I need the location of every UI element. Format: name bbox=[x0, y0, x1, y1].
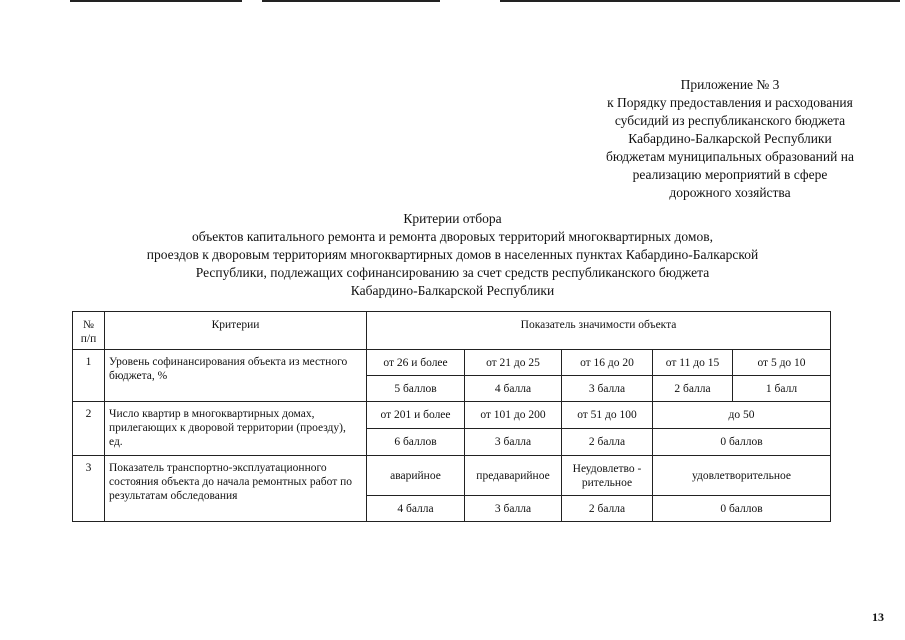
points-cell: 5 баллов bbox=[367, 376, 465, 402]
points-cell: 6 баллов bbox=[367, 429, 465, 456]
document-subtitle-line: объектов капитального ремонта и ремонта дворовых территорий многоквартирных домов, bbox=[192, 229, 713, 244]
points-cell: 3 балла bbox=[465, 429, 562, 456]
row-num: 2 bbox=[73, 402, 105, 456]
appendix-line: субсидий из республиканского бюджета bbox=[614, 113, 846, 128]
range-cell: до 50 bbox=[653, 402, 831, 429]
range-cell: предаварийное bbox=[465, 456, 562, 496]
document-subtitle-line: Кабардино-Балкарской Республики bbox=[350, 283, 555, 298]
scan-artifact-line bbox=[70, 0, 242, 2]
row-criterion: Показатель транспортно-эксплуатационного состояния объекта до начала ремонтных работ по результатам обследования bbox=[105, 456, 367, 522]
points-cell: 4 балла bbox=[465, 376, 562, 402]
points-cell: 2 балла bbox=[653, 376, 733, 402]
points-cell: 1 балл bbox=[733, 376, 831, 402]
appendix-line: бюджетам муниципальных образований на bbox=[606, 149, 854, 164]
range-cell: от 51 до 100 bbox=[562, 402, 653, 429]
scan-artifact-line bbox=[262, 0, 440, 2]
points-cell: 3 балла bbox=[562, 376, 653, 402]
header-num: № п/п bbox=[73, 312, 105, 350]
range-cell: от 16 до 20 bbox=[562, 350, 653, 376]
document-subtitle-line: Республики, подлежащих софинансированию за счет средств республиканского бюджета bbox=[195, 265, 710, 280]
appendix-line: к Порядку предоставления и расходования bbox=[607, 95, 853, 110]
range-cell: от 5 до 10 bbox=[733, 350, 831, 376]
row-num: 3 bbox=[73, 456, 105, 522]
points-cell: 2 балла bbox=[562, 429, 653, 456]
range-cell: от 26 и более bbox=[367, 350, 465, 376]
range-cell: от 21 до 25 bbox=[465, 350, 562, 376]
criteria-table bbox=[72, 311, 831, 522]
scan-artifact-line bbox=[500, 0, 900, 2]
appendix-line: реализацию мероприятий в сфере bbox=[632, 167, 828, 182]
document-heading bbox=[60, 210, 845, 300]
range-cell: удовлетворительное bbox=[653, 456, 831, 496]
appendix-line: дорожного хозяйства bbox=[669, 185, 791, 200]
row-criterion: Число квартир в многоквартирных домах, прилегающих к дворовой территории (проезду), ед. bbox=[105, 402, 367, 456]
table-row bbox=[73, 456, 831, 496]
appendix-title: Приложение № 3 bbox=[680, 77, 780, 92]
header-indicator: Показатель значимости объекта bbox=[367, 312, 831, 350]
row-criterion: Уровень софинансирования объекта из местного бюджета, % bbox=[105, 350, 367, 402]
row-num: 1 bbox=[73, 350, 105, 402]
points-cell: 2 балла bbox=[562, 496, 653, 522]
document-title: Критерии отбора bbox=[403, 211, 502, 226]
points-cell: 0 баллов bbox=[653, 429, 831, 456]
table-row bbox=[73, 350, 831, 376]
header-criteria: Критерии bbox=[105, 312, 367, 350]
range-cell: от 11 до 15 bbox=[653, 350, 733, 376]
appendix-reference bbox=[560, 76, 900, 202]
table-header-row bbox=[73, 312, 831, 350]
page-number: 13 bbox=[872, 610, 884, 624]
document-subtitle-line: проездов к дворовым территориям многоквартирных домов в населенных пунктах Кабардино-Балкарской bbox=[146, 247, 759, 262]
points-cell: 3 балла bbox=[465, 496, 562, 522]
points-cell: 0 баллов bbox=[653, 496, 831, 522]
points-cell: 4 балла bbox=[367, 496, 465, 522]
appendix-line: Кабардино-Балкарской Республики bbox=[628, 131, 832, 146]
range-cell: аварийное bbox=[367, 456, 465, 496]
range-cell: от 101 до 200 bbox=[465, 402, 562, 429]
range-cell: Неудовлетво - рительное bbox=[562, 456, 653, 496]
range-cell: от 201 и более bbox=[367, 402, 465, 429]
table-row bbox=[73, 402, 831, 429]
